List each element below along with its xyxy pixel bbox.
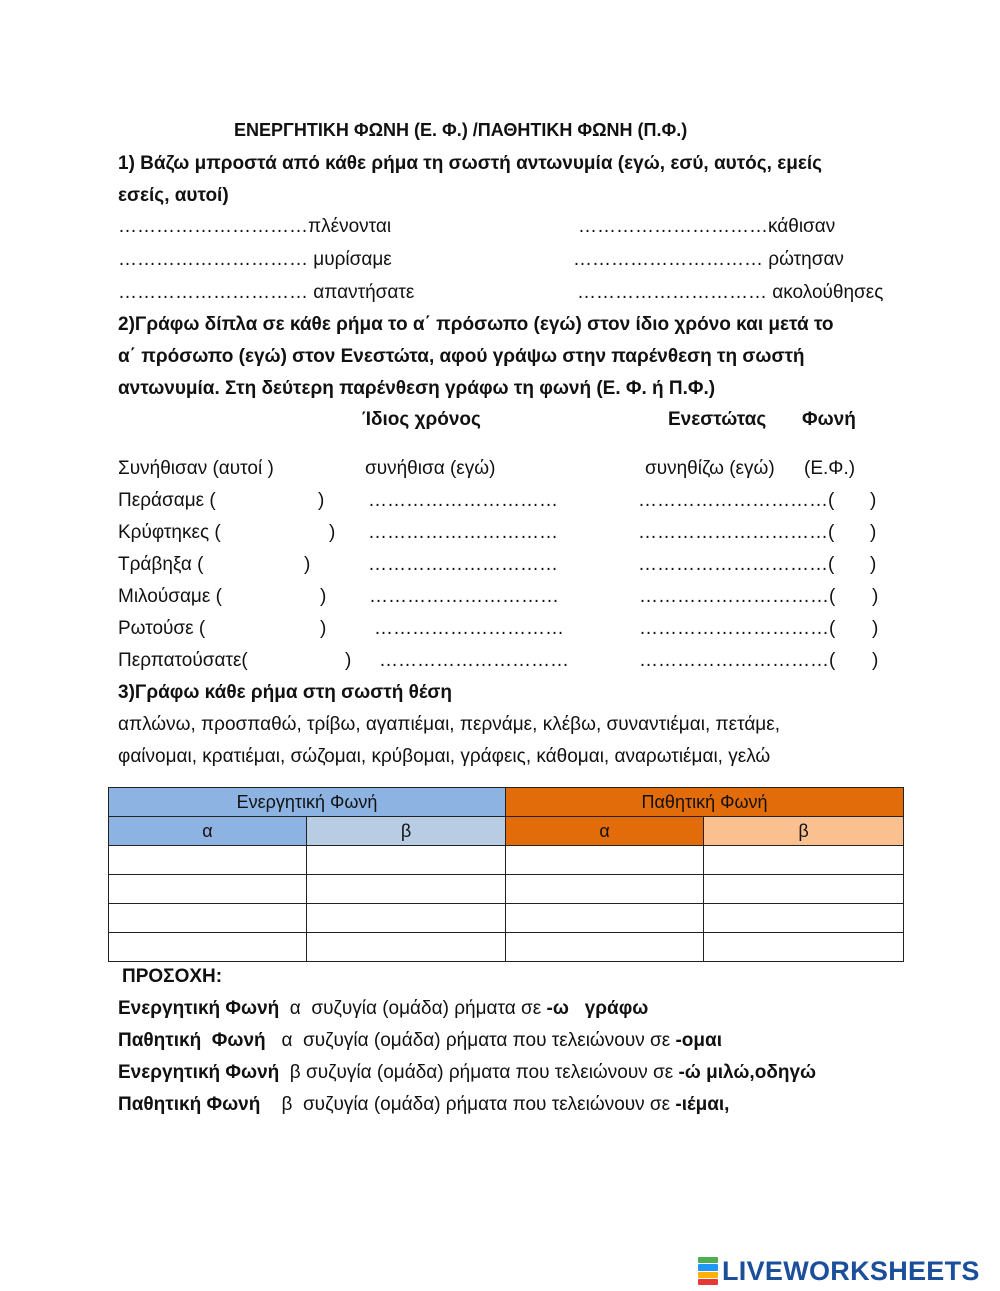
table-cell[interactable] <box>307 933 506 962</box>
ex2-row-3-present[interactable]: …………………………( <box>638 554 835 575</box>
ex1-instruction-line1: 1) Βάζω μπροστά από κάθε ρήμα τη σωστή αντωνυμία (εγώ, εσύ, αυτός, εμείς <box>118 153 823 174</box>
table-cell[interactable] <box>109 904 307 933</box>
note-line-1-text: α συζυγία (ομάδα) ρήματα σε <box>279 998 547 1019</box>
table-cell[interactable] <box>307 846 506 875</box>
ex1-instruction-line2: εσείς, αυτοί) <box>118 185 229 206</box>
ex2-row-6-end: ) <box>872 650 879 671</box>
note-heading: ΠΡΟΣΟΧΗ: <box>122 966 223 987</box>
note-line-3-label: Ενεργητική Φωνή <box>118 1062 280 1083</box>
ex2-row-2-close: ) <box>329 522 336 543</box>
ex2-example-voice: (Ε.Φ.) <box>804 458 856 479</box>
ex2-row-5-present[interactable]: …………………………( <box>639 618 836 639</box>
note-line-2-label: Παθητική Φωνή <box>118 1030 266 1051</box>
ex1-item-left-1[interactable]: …………………………πλένονται <box>118 216 392 237</box>
page-title: ΕΝΕΡΓΗΤΙΚΗ ΦΩΝΗ (Ε. Φ.) /ΠΑΘΗΤΙΚΗ ΦΩΝΗ (Π.Φ.) <box>234 120 688 140</box>
table-header-active: Ενεργητική Φωνή <box>109 788 506 817</box>
logo-text: LIVEWORKSHEETS <box>722 1255 980 1286</box>
liveworksheets-logo-icon <box>698 1257 718 1285</box>
ex2-row-5-close: ) <box>320 618 327 639</box>
table-row <box>109 846 904 875</box>
note-line-4 <box>118 1093 729 1117</box>
table-cell[interactable] <box>307 875 506 904</box>
ex2-row-2-verb: Κρύφτηκες ( <box>118 522 221 543</box>
ex2-row-4-present[interactable]: …………………………( <box>639 586 836 607</box>
ex2-row-3-close: ) <box>304 554 311 575</box>
note-line-3-text: β συζυγία (ομάδα) ρήματα που τελειώνουν σε <box>279 1062 679 1083</box>
ex2-row-6-close: ) <box>345 650 352 671</box>
ex1-item-left-3[interactable]: ………………………… απαντήσατε <box>118 282 415 303</box>
note-line-4-ending: -ιέμαι, <box>675 1094 730 1115</box>
ex2-row-5-end: ) <box>872 618 879 639</box>
ex2-row-5-same[interactable]: ………………………… <box>374 618 564 639</box>
ex1-item-right-3[interactable]: ………………………… ακολούθησες <box>577 282 884 303</box>
ex2-instruction-line1: 2)Γράφω δίπλα σε κάθε ρήμα το α΄ πρόσωπο (εγώ) στον ίδιο χρόνο και μετά το <box>118 314 834 335</box>
ex2-row-2-end: ) <box>870 522 877 543</box>
ex1-item-right-2[interactable]: ………………………… ρώτησαν <box>573 249 844 270</box>
ex2-row-1-same[interactable]: ………………………… <box>368 490 558 511</box>
ex2-row-6-present[interactable]: …………………………( <box>639 650 836 671</box>
table-sub-active-b: β <box>307 817 506 846</box>
ex2-row-6-same[interactable]: ………………………… <box>379 650 569 671</box>
table-row <box>109 933 904 962</box>
table-cell[interactable] <box>307 904 506 933</box>
ex2-instruction-line3: αντωνυμία. Στη δεύτερη παρένθεση γράφω τη φωνή (Ε. Φ. ή Π.Φ.) <box>118 378 716 399</box>
ex2-row-1-close: ) <box>318 490 325 511</box>
ex2-row-3-end: ) <box>870 554 877 575</box>
note-line-4-label: Παθητική Φωνή <box>118 1094 261 1115</box>
ex1-item-left-2[interactable]: ………………………… μυρίσαμε <box>118 249 392 270</box>
ex2-row-1-present[interactable]: …………………………( <box>638 490 835 511</box>
ex1-item-right-1[interactable]: …………………………κάθισαν <box>578 216 836 237</box>
table-sub-passive-b: β <box>704 817 904 846</box>
table-cell[interactable] <box>506 875 704 904</box>
ex2-header-voice: Φωνή <box>802 409 856 430</box>
note-line-2 <box>118 1029 722 1053</box>
ex2-header-same-tense: Ίδιος χρόνος <box>362 409 481 430</box>
ex2-row-6-verb: Περπατούσατε( <box>118 650 248 671</box>
table-cell[interactable] <box>109 933 307 962</box>
note-line-3-ending: -ώ μιλώ,οδηγώ <box>678 1062 817 1083</box>
note-line-1-ending: -ω γράφω <box>546 998 649 1019</box>
note-line-2-ending: -ομαι <box>675 1030 722 1051</box>
table-sub-passive-a: α <box>506 817 704 846</box>
table-cell[interactable] <box>506 846 704 875</box>
ex2-row-1-verb: Περάσαμε ( <box>118 490 216 511</box>
ex2-example-present: συνηθίζω (εγώ) <box>645 458 775 479</box>
ex2-row-1-end: ) <box>870 490 877 511</box>
ex2-row-2-present[interactable]: …………………………( <box>638 522 835 543</box>
ex2-row-4-close: ) <box>320 586 327 607</box>
table-cell[interactable] <box>109 846 307 875</box>
table-cell[interactable] <box>704 933 904 962</box>
note-line-2-text: α συζυγία (ομάδα) ρήματα που τελειώνουν σε <box>265 1030 676 1051</box>
ex2-header-present: Ενεστώτας <box>668 409 767 430</box>
table-header-passive: Παθητική Φωνή <box>506 788 904 817</box>
table-row <box>109 904 904 933</box>
ex2-row-3-verb: Τράβηξα ( <box>118 554 204 575</box>
ex3-words-line1: απλώνω, προσπαθώ, τρίβω, αγαπιέμαι, περνάμε, κλέβω, συναντιέμαι, πετάμε, <box>118 714 781 735</box>
ex2-row-4-end: ) <box>872 586 879 607</box>
ex2-row-4-same[interactable]: ………………………… <box>369 586 559 607</box>
table-cell[interactable] <box>704 846 904 875</box>
table-cell[interactable] <box>704 875 904 904</box>
ex2-example-verb: Συνήθισαν (αυτοί ) <box>118 458 274 479</box>
note-line-3 <box>118 1061 816 1085</box>
table-cell[interactable] <box>704 904 904 933</box>
note-line-1 <box>118 997 648 1021</box>
note-line-4-text: β συζυγία (ομάδα) ρήματα που τελειώνουν σε <box>260 1094 676 1115</box>
ex2-row-5-verb: Ρωτούσε ( <box>118 618 206 639</box>
table-cell[interactable] <box>109 875 307 904</box>
table-sub-active-a: α <box>109 817 307 846</box>
ex2-row-3-same[interactable]: ………………………… <box>368 554 558 575</box>
table-cell[interactable] <box>506 904 704 933</box>
ex2-example-same: συνήθισα (εγώ) <box>365 458 496 479</box>
liveworksheets-logo[interactable] <box>698 1256 980 1286</box>
table-row <box>109 875 904 904</box>
note-line-1-label: Ενεργητική Φωνή <box>118 998 280 1019</box>
ex2-instruction-line2: α΄ πρόσωπο (εγώ) στον Ενεστώτα, αφού γράψω στην παρένθεση τη σωστή <box>118 346 805 367</box>
ex3-instruction: 3)Γράφω κάθε ρήμα στη σωστή θέση <box>118 682 453 703</box>
ex2-row-2-same[interactable]: ………………………… <box>368 522 558 543</box>
ex3-words-line2: φαίνομαι, κρατιέμαι, σώζομαι, κρύβομαι, γράφεις, κάθομαι, αναρωτιέμαι, γελώ <box>118 746 771 767</box>
ex2-row-4-verb: Μιλούσαμε ( <box>118 586 222 607</box>
voice-sort-table <box>108 787 904 962</box>
table-cell[interactable] <box>506 933 704 962</box>
